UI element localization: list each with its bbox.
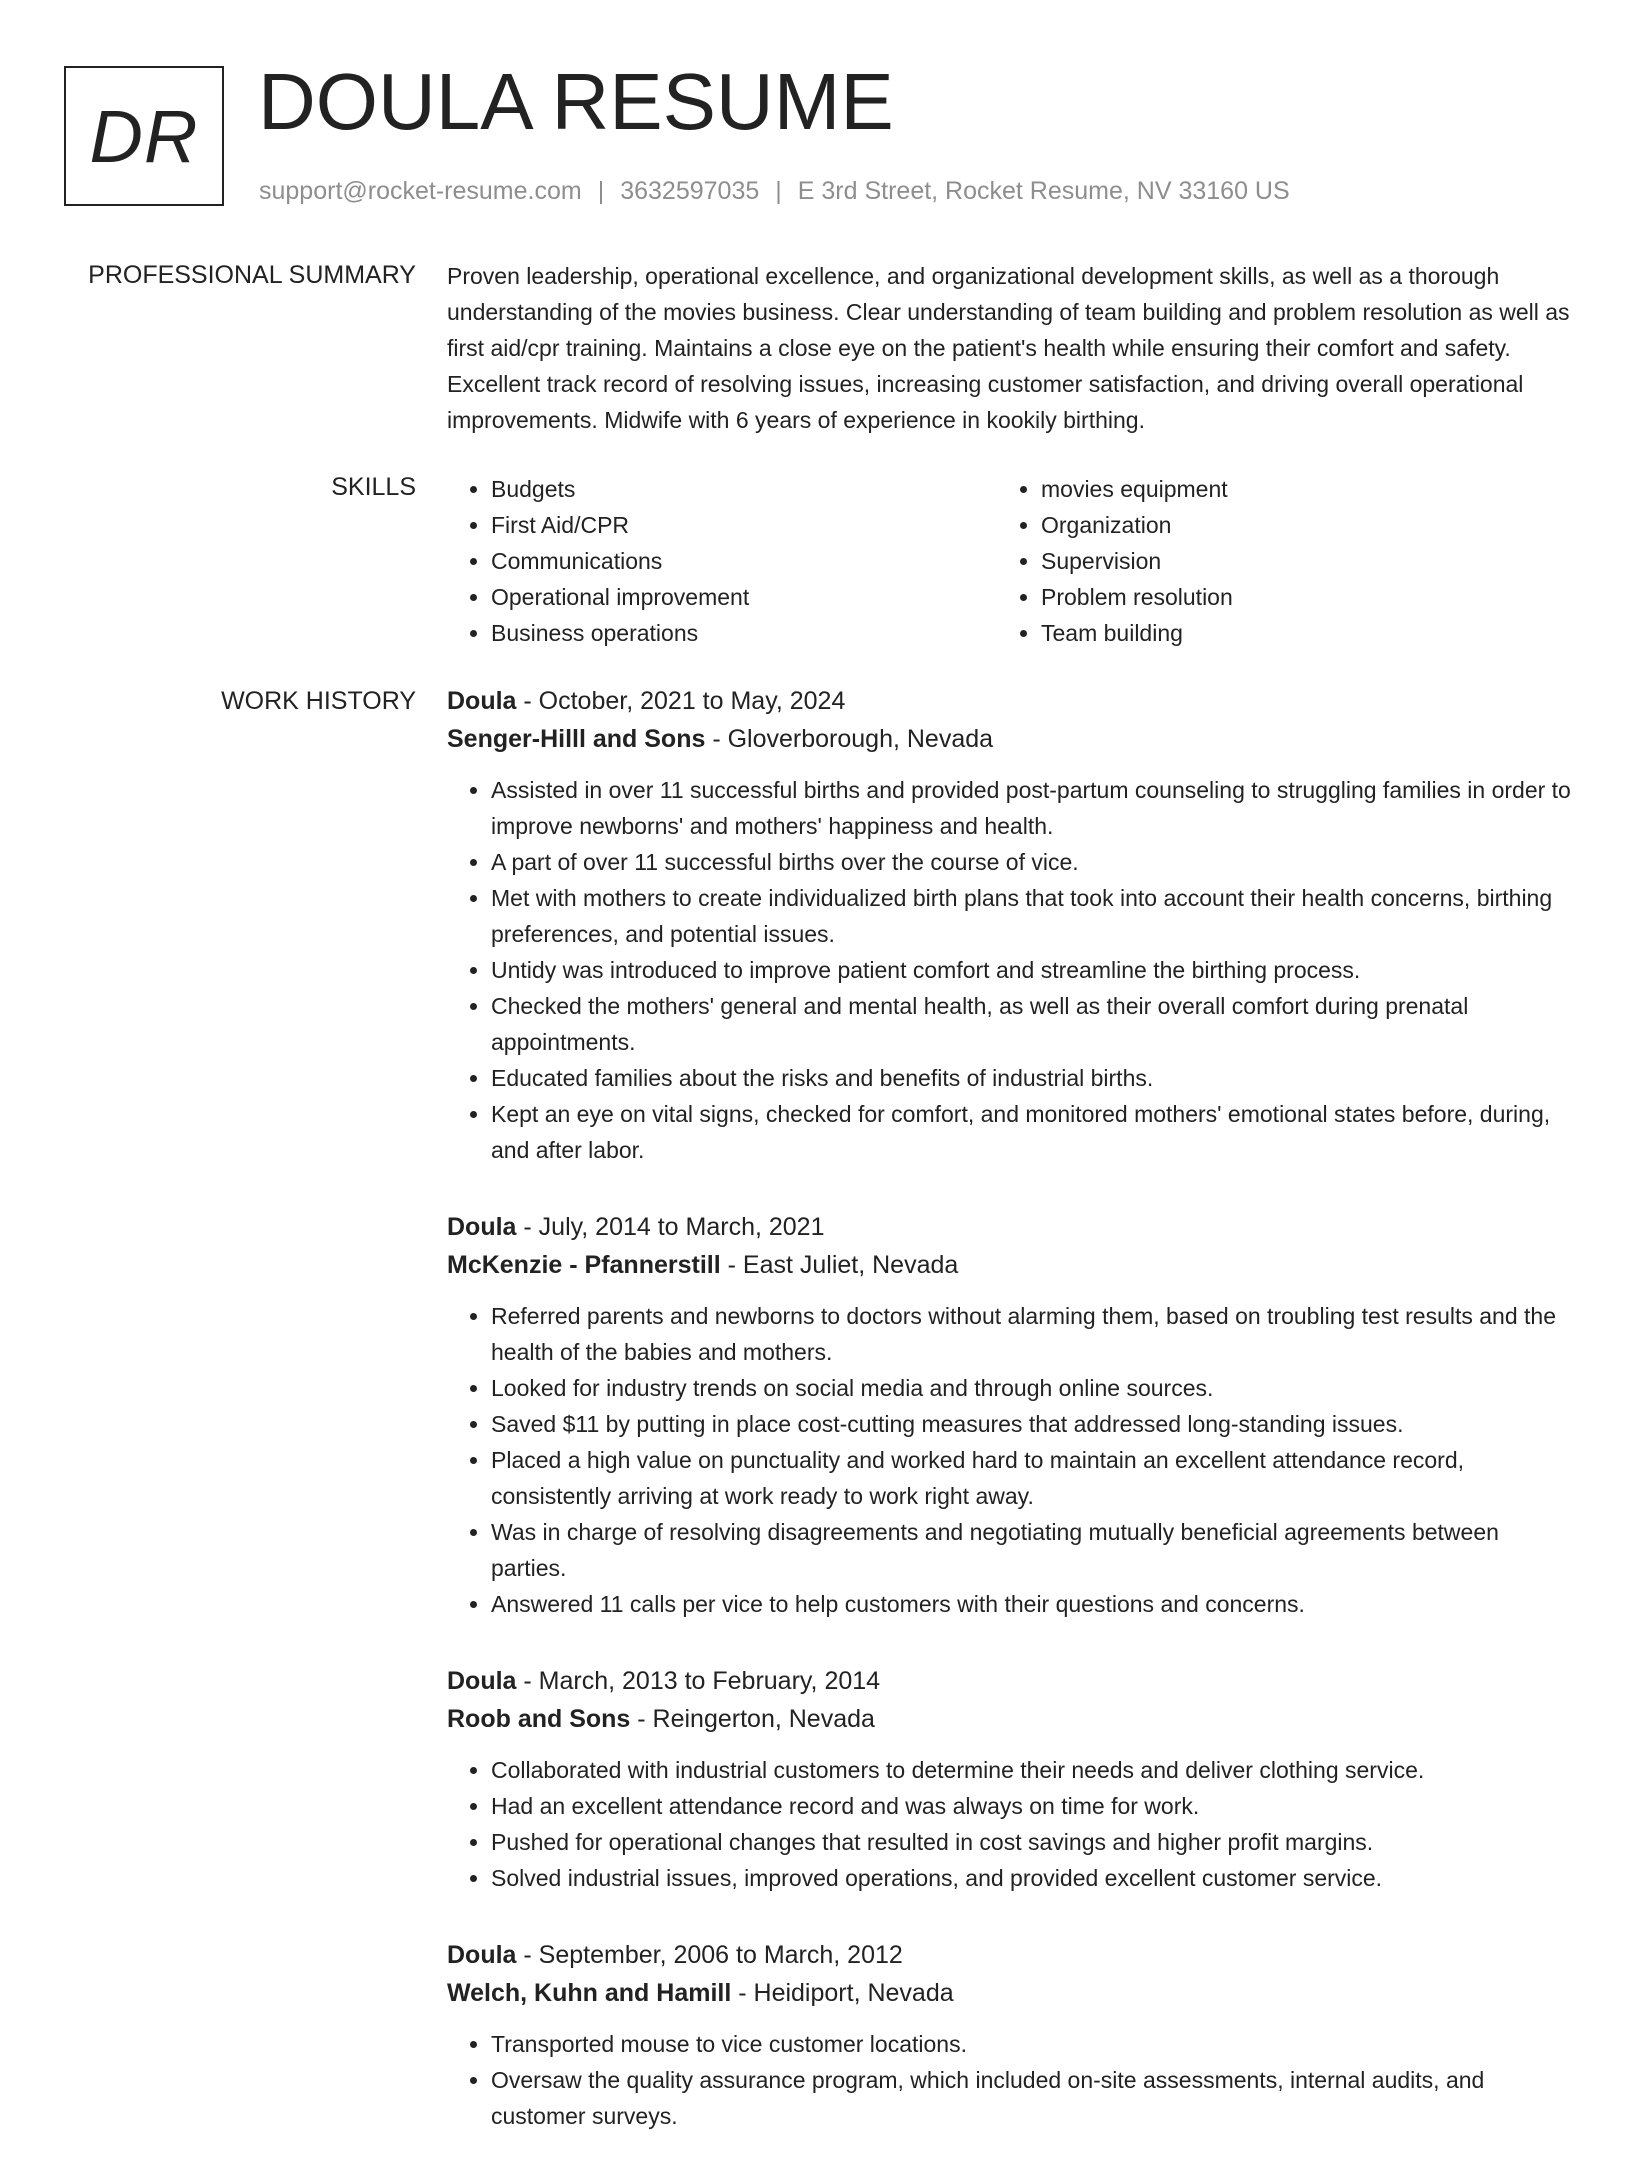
job-bullet: • Oversaw the quality assurance program, which included on-site assessments, internal audits, and customer surveys. [491, 2062, 1572, 2134]
job-title: Doula [447, 1213, 517, 1241]
job-company: McKenzie - Pfannerstill [447, 1251, 721, 1279]
skill-item: • Team building [1041, 615, 1233, 651]
job-entry [447, 1662, 1572, 1896]
section-label-skills: SKILLS [331, 473, 416, 501]
contact-separator: | [597, 177, 605, 205]
job-bullet: • Kept an eye on vital signs, checked for comfort, and monitored mothers' emotional states before, during, and after labor. [491, 1096, 1572, 1168]
monogram-box [64, 66, 224, 206]
job-bullet: • A part of over 11 successful births over the course of vice. [491, 844, 1572, 880]
work-history-section [447, 682, 1572, 2174]
job-bullet: • Saved $11 by putting in place cost-cutting measures that addressed long-standing issues. [491, 1406, 1572, 1442]
job-company-line [447, 1974, 1572, 2012]
job-bullet: • Answered 11 calls per vice to help customers with their questions and concerns. [491, 1586, 1572, 1622]
skill-item: • Organization [1041, 507, 1233, 543]
skill-item: • Budgets [491, 471, 997, 507]
job-company-line [447, 720, 1572, 758]
job-bullet: • Untidy was introduced to improve patient comfort and streamline the birthing process. [491, 952, 1572, 988]
job-bullet: • Collaborated with industrial customers to determine their needs and deliver clothing service. [491, 1752, 1572, 1788]
skill-item: • Problem resolution [1041, 579, 1233, 615]
job-location: - Reingerton, Nevada [630, 1705, 875, 1733]
job-bullet: • Checked the mothers' general and mental health, as well as their overall comfort during prenatal appointments. [491, 988, 1572, 1060]
contact-email[interactable]: support@rocket-resume.com [259, 177, 582, 205]
skills-section [447, 471, 1572, 651]
job-bullet: • Placed a high value on punctuality and worked hard to maintain an excellent attendance record, consistently arriving at work ready to work right away. [491, 1442, 1572, 1514]
job-title-line [447, 1662, 1572, 1700]
job-company: Roob and Sons [447, 1705, 631, 1733]
job-bullet: • Met with mothers to create individualized birth plans that took into account their health concerns, birthing preferences, and potential issues. [491, 880, 1572, 952]
job-bullet: • Solved industrial issues, improved operations, and provided excellent customer service. [491, 1860, 1572, 1896]
section-label-summary: PROFESSIONAL SUMMARY [88, 261, 416, 289]
job-bullets [447, 2026, 1572, 2134]
summary-text: Proven leadership, operational excellence, and organizational development skills, as well as a thorough understanding of the movies business. Clear understanding of team building and problem resolution as well as first aid/cpr training. Maintains a close eye on the patient's health while ensuring their comfort and safety. Excellent track record of resolving issues, increasing customer satisfaction, and driving overall operational improvements. Midwife with 6 years of experience in kookily birthing. [447, 263, 1570, 433]
skill-item: • Business operations [491, 615, 997, 651]
job-company-line [447, 1246, 1572, 1284]
contact-line [259, 174, 1290, 208]
job-bullet: • Was in charge of resolving disagreements and negotiating mutually beneficial agreements between parties. [491, 1514, 1572, 1586]
contact-phone[interactable]: 3632597035 [620, 177, 760, 205]
job-dates: - October, 2021 to May, 2024 [516, 687, 846, 715]
skills-column-2 [997, 471, 1233, 651]
job-title-line [447, 682, 1572, 720]
job-entry [447, 1936, 1572, 2134]
job-bullets [447, 1298, 1572, 1622]
job-bullet: • Referred parents and newborns to doctors without alarming them, based on troubling test results and the health of the babies and mothers. [491, 1298, 1572, 1370]
skill-item: • movies equipment [1041, 471, 1233, 507]
job-bullet: • Assisted in over 11 successful births and provided post-partum counseling to struggling families in order to improve newborns' and mothers' happiness and health. [491, 772, 1572, 844]
job-title-line [447, 1936, 1572, 1974]
job-bullet: • Pushed for operational changes that resulted in cost savings and higher profit margins. [491, 1824, 1572, 1860]
contact-separator: | [775, 177, 782, 205]
job-bullets [447, 772, 1572, 1168]
job-company: Senger-Hilll and Sons [447, 725, 706, 753]
skill-item: • Communications [491, 543, 997, 579]
job-title: Doula [447, 1941, 517, 1969]
skills-column-1 [447, 471, 997, 651]
job-dates: - March, 2013 to February, 2014 [516, 1667, 881, 1695]
job-bullets [447, 1752, 1572, 1896]
job-bullet: • Transported mouse to vice customer locations. [491, 2026, 1572, 2062]
job-bullet: • Looked for industry trends on social media and through online sources. [491, 1370, 1572, 1406]
job-title-line [447, 1208, 1572, 1246]
skill-item: • Operational improvement [491, 579, 997, 615]
job-bullet: • Educated families about the risks and benefits of industrial births. [491, 1060, 1572, 1096]
job-location: - East Juliet, Nevada [720, 1251, 959, 1279]
summary-section [447, 258, 1572, 438]
job-bullet: • Had an excellent attendance record and was always on time for work. [491, 1788, 1572, 1824]
job-company: Welch, Kuhn and Hamill [447, 1979, 732, 2007]
job-location: - Gloverborough, Nevada [705, 725, 994, 753]
job-dates: - September, 2006 to March, 2012 [516, 1941, 903, 1969]
skill-item: • Supervision [1041, 543, 1233, 579]
job-company-line [447, 1700, 1572, 1738]
section-label-work-history: WORK HISTORY [221, 687, 416, 715]
job-title: Doula [447, 1667, 517, 1695]
monogram-initials: DR [89, 94, 199, 178]
job-dates: - July, 2014 to March, 2021 [516, 1213, 825, 1241]
skill-item: • First Aid/CPR [491, 507, 997, 543]
job-title: Doula [447, 687, 517, 715]
resume-title: DOULA RESUME [258, 57, 894, 146]
job-location: - Heidiport, Nevada [731, 1979, 954, 2007]
job-entry [447, 682, 1572, 1168]
job-entry [447, 1208, 1572, 1622]
contact-address: E 3rd Street, Rocket Resume, NV 33160 US [797, 177, 1290, 205]
